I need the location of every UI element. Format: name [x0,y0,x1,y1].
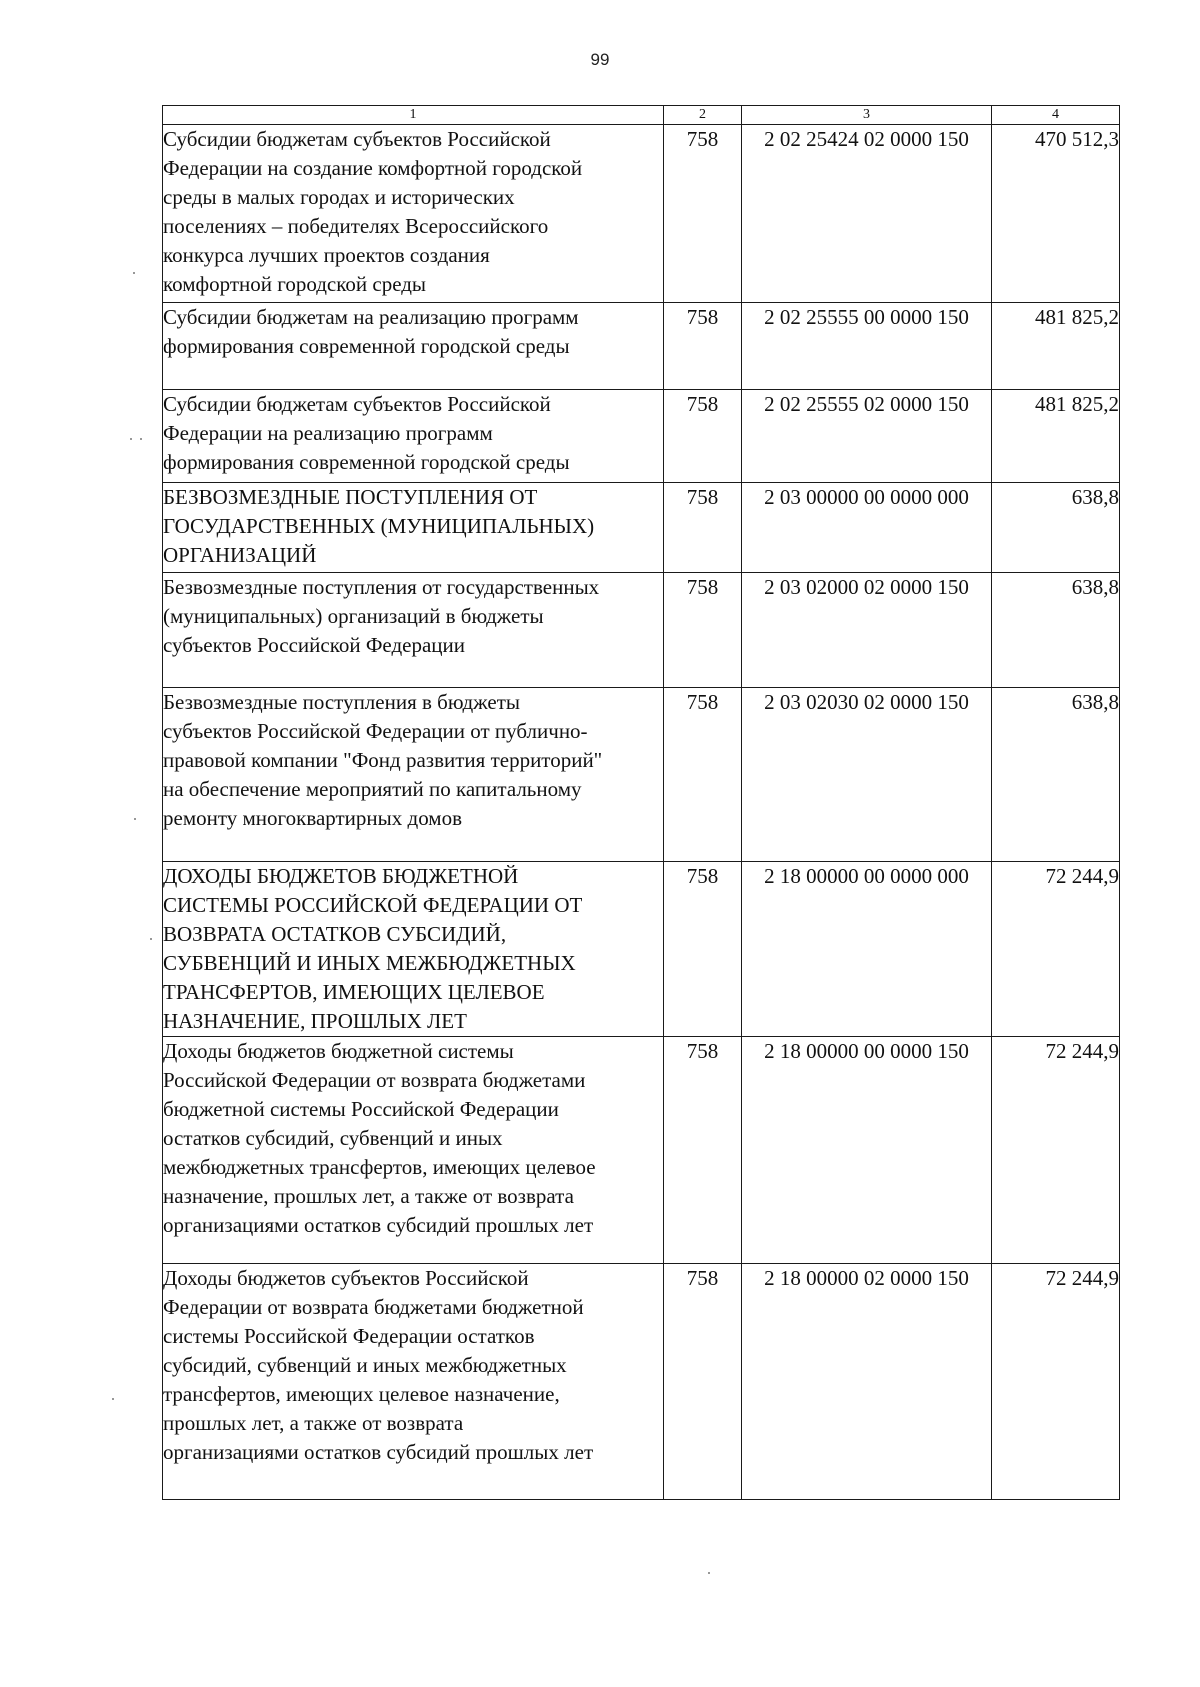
amount: 638,8 [992,573,1120,688]
column-number-4: 4 [992,106,1120,125]
table-row [163,390,1120,483]
amount: 638,8 [992,483,1120,573]
administrator-code: 758 [664,862,742,1037]
scan-speck [112,1398,114,1400]
amount: 481 825,2 [992,303,1120,390]
table-row [163,573,1120,688]
administrator-code: 758 [664,1037,742,1264]
revenue-name: Субсидии бюджетам на реализацию программ формирования современной городской среды [163,303,664,390]
administrator-code: 758 [664,1264,742,1500]
administrator-code: 758 [664,125,742,303]
budget-classification-code: 2 03 00000 00 0000 000 [742,483,992,573]
budget-classification-code: 2 02 25555 00 0000 150 [742,303,992,390]
table-row [163,688,1120,862]
amount: 72 244,9 [992,1037,1120,1264]
budget-classification-code: 2 02 25555 02 0000 150 [742,390,992,483]
scan-speck [708,1572,710,1574]
budget-classification-code: 2 02 25424 02 0000 150 [742,125,992,303]
column-number-3: 3 [742,106,992,125]
budget-classification-code: 2 18 00000 00 0000 150 [742,1037,992,1264]
column-number-1: 1 [163,106,664,125]
column-number-2: 2 [664,106,742,125]
revenue-name: БЕЗВОЗМЕЗДНЫЕ ПОСТУПЛЕНИЯ ОТ ГОСУДАРСТВЕННЫХ (МУНИЦИПАЛЬНЫХ) ОРГАНИЗАЦИЙ [163,483,664,573]
table-row [163,1264,1120,1500]
revenue-name: Безвозмездные поступления в бюджеты субъектов Российской Федерации от публично- правовой компании "Фонд развития территорий" на обеспечение мероприятий по капитальному ремонту многоквартирных домов [163,688,664,862]
table-row [163,483,1120,573]
budget-classification-code: 2 18 00000 00 0000 000 [742,862,992,1037]
administrator-code: 758 [664,303,742,390]
table-row [163,303,1120,390]
amount: 481 825,2 [992,390,1120,483]
amount: 72 244,9 [992,1264,1120,1500]
budget-classification-code: 2 03 02000 02 0000 150 [742,573,992,688]
revenue-name: Субсидии бюджетам субъектов Российской Федерации на создание комфортной городской среды в малых городах и исторических поселениях – победителях Всероссийского конкурса лучших проектов создания комфортной городской среды [163,125,664,303]
budget-classification-code: 2 03 02030 02 0000 150 [742,688,992,862]
scan-speck [150,938,152,940]
table-row [163,862,1120,1037]
scan-speck [130,438,132,440]
page-number: 99 [590,50,610,69]
scan-speck [133,272,135,274]
revenue-name: ДОХОДЫ БЮДЖЕТОВ БЮДЖЕТНОЙ СИСТЕМЫ РОССИЙСКОЙ ФЕДЕРАЦИИ ОТ ВОЗВРАТА ОСТАТКОВ СУБСИДИЙ, СУБВЕНЦИЙ И ИНЫХ МЕЖБЮДЖЕТНЫХ ТРАНСФЕРТОВ, ИМЕЮЩИХ ЦЕЛЕВОЕ НАЗНАЧЕНИЕ, ПРОШЛЫХ ЛЕТ [163,862,664,1037]
scan-speck [134,818,136,820]
scan-speck [140,438,142,440]
revenue-name: Безвозмездные поступления от государственных (муниципальных) организаций в бюджеты субъектов Российской Федерации [163,573,664,688]
administrator-code: 758 [664,483,742,573]
amount: 638,8 [992,688,1120,862]
administrator-code: 758 [664,688,742,862]
amount: 72 244,9 [992,862,1120,1037]
revenue-name: Доходы бюджетов субъектов Российской Федерации от возврата бюджетами бюджетной системы Российской Федерации остатков субсидий, субвенций и иных межбюджетных трансфертов, имеющих целевое назначение, прошлых лет, а также от возврата организациями остатков субсидий прошлых лет [163,1264,664,1500]
revenue-name: Субсидии бюджетам субъектов Российской Федерации на реализацию программ формирования современной городской среды [163,390,664,483]
revenue-name: Доходы бюджетов бюджетной системы Российской Федерации от возврата бюджетами бюджетной системы Российской Федерации остатков субсидий, субвенций и иных межбюджетных трансфертов, имеющих целевое назначение, прошлых лет, а также от возврата организациями остатков субсидий прошлых лет [163,1037,664,1264]
administrator-code: 758 [664,390,742,483]
revenue-table [162,105,1120,1500]
administrator-code: 758 [664,573,742,688]
table-row [163,125,1120,303]
column-number-row [163,106,1120,125]
amount: 470 512,3 [992,125,1120,303]
budget-classification-code: 2 18 00000 02 0000 150 [742,1264,992,1500]
table-row [163,1037,1120,1264]
